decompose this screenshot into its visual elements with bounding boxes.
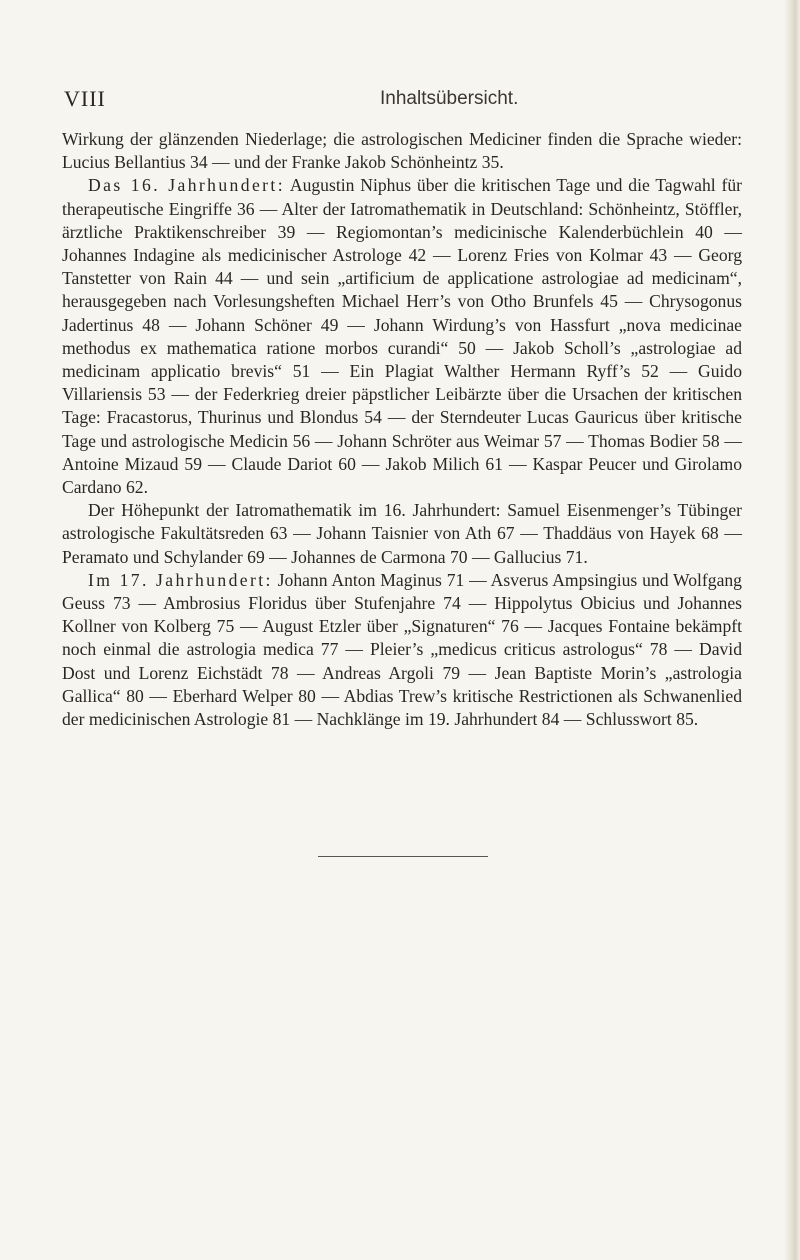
paragraph-2-text: Augustin Niphus über die kritischen Tage und die Tagwahl für therapeutische Eingriffe 36 — Alter der Iatromathematik in Deutschland: Schönheintz, Stöffler, ärztliche Praktikenschreiber 39 — Regiomontan’s medicinische Kalenderbüchlein 40 — Johannes Indagine als medicinischer Astrologe 42 — Lorenz Fries von Kolmar 43 — Georg Tanstetter von Rain 44 — und sein „artificium de applicatione astrologiae ad medicinam“, herausgegeben nach Vorlesungsheften Michael Herr’s von Otho Brunfels 45 — Chrysogonus Jadertinus 48 — Johann Schöner 49 — Johann Wirdung’s von Hassfurt „nova medicinae methodus ex mathematica ratione morbos curandi“ 50 — Jakob Scholl’s „astrologiae ad medicinam applicatio brevis“ 51 — Ein Plagiat Walther Hermann Ryff’s 52 — Guido Villariensis 53 — der Federkrieg dreier päpstlicher Leibärzte über die Ursachen der kritischen Tage: Fracastorus, Thurinus und Blondus 54 — der Sterndeuter Lucas Gauricus über kritische Tage und astrologische Medicin 56 — Johann Schröter aus Weimar 57 — Thomas Bodier 58 — Antoine Mizaud 59 — Claude Dariot 60 — Jakob Milich 61 — Kaspar Peucer und Girolamo Cardano 62. xyxy=(62,175,743,498)
paragraph-4 xyxy=(62,569,742,731)
paragraph-4-lead: Im 17. Jahrhundert: xyxy=(88,569,273,590)
paragraph-1 xyxy=(62,128,742,174)
paragraph-1-text: Wirkung der glänzenden Niederlage; die astrologischen Mediciner finden die Sprache wieder: Lucius Bellantius 34 — und der Franke Jakob Schönheintz 35. xyxy=(62,129,742,173)
paragraph-3-text: Der Höhepunkt der Iatromathematik im 16. Jahrhundert: Samuel Eisenmenger’s Tübinger astrologische Fakultätsreden 63 — Johann Taisnier von Ath 67 — Thaddäus von Hayek 68 — Peramato und Schylander 69 — Johannes de Carmona 70 — Gallucius 71. xyxy=(62,500,742,567)
page-title: Inhaltsübersicht. xyxy=(380,88,519,109)
paragraph-2 xyxy=(62,174,742,499)
paragraph-4-text: Johann Anton Maginus 71 — Asverus Ampsingius und Wolfgang Geuss 73 — Ambrosius Floridus über Stufenjahre 74 — Hippolytus Obicius und Johannes Kollner von Kolberg 75 — August Etzler über „Signaturen“ 76 — Jacques Fontaine bekämpft noch einmal die astrologia medica 77 — Pleier’s „medicus criticus astrologus“ 78 — David Dost und Lorenz Eichstädt 78 — Andreas Argoli 79 — Jean Baptiste Morin’s „astrologia Gallica“ 80 — Eberhard Welper 80 — Abdias Trew’s kritische Restrictionen als Schwanenlied der medicinischen Astrologie 81 — Nachklänge im 19. Jahrhundert 84 — Schlusswort 85. xyxy=(62,569,742,730)
paragraph-3 xyxy=(62,499,742,569)
body-text xyxy=(62,128,742,731)
page-number: VIII xyxy=(64,86,106,111)
paragraph-2-lead: Das 16. Jahrhundert: xyxy=(88,175,285,196)
running-head xyxy=(62,86,742,114)
end-rule xyxy=(318,856,488,857)
page-edge-shadow xyxy=(784,0,800,1260)
